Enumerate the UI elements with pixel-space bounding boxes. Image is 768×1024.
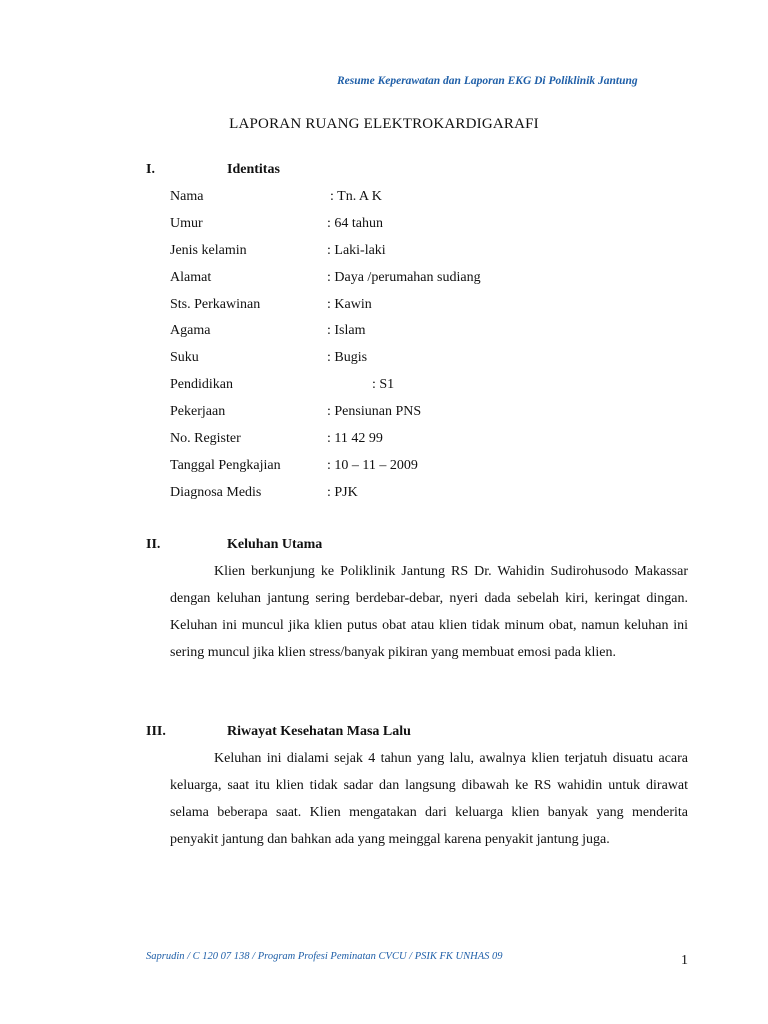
identity-value: : Pensiunan PNS (327, 404, 422, 419)
running-header: Resume Keperawatan dan Laporan EKG Di Poliklinik Jantung (337, 75, 638, 87)
keluhan-utama-paragraph (170, 558, 688, 666)
section-title-identitas: Identitas (227, 162, 280, 177)
identity-label: Pekerjaan (170, 404, 226, 419)
section-title-keluhan-utama: Keluhan Utama (227, 537, 323, 552)
section-number-1: I. (146, 162, 155, 177)
section-number-3: III. (146, 724, 166, 739)
identity-value: : PJK (327, 485, 358, 500)
identity-value: : Bugis (327, 350, 368, 365)
document-title: LAPORAN RUANG ELEKTROKARDIGARAFI (229, 116, 539, 132)
identity-label: No. Register (170, 431, 241, 446)
identity-value: : Tn. A K (330, 189, 382, 204)
identity-label: Diagnosa Medis (170, 485, 262, 500)
identity-value: : 11 42 99 (327, 431, 383, 446)
identity-label: Sts. Perkawinan (170, 297, 261, 312)
identity-value: : Kawin (327, 297, 372, 312)
riwayat-paragraph (170, 745, 688, 853)
identity-value: : Islam (327, 323, 366, 338)
section-number-2: II. (146, 537, 161, 552)
identity-label: Pendidikan (170, 377, 233, 392)
keluhan-utama-text: Klien berkunjung ke Poliklinik Jantung RS Dr. Wahidin Sudirohusodo Makassar dengan keluhan jantung sering berdebar-debar, nyeri dada sebelah kiri, keringat dingan. Keluhan ini muncul jika klien putus obat atau klien tidak minum obat, namun keluhan ini sering muncul jika klien stress/banyak pikiran yang membuat emosi pada klien. (170, 564, 688, 660)
identity-label: Umur (170, 216, 203, 231)
identity-label: Suku (170, 350, 199, 365)
identity-value: : 64 tahun (327, 216, 383, 231)
identity-label: Alamat (170, 270, 212, 285)
section-title-riwayat: Riwayat Kesehatan Masa Lalu (227, 724, 411, 739)
page-number: 1 (681, 953, 688, 968)
page-footer: Saprudin / C 120 07 138 / Program Profesi Peminatan CVCU / PSIK FK UNHAS 09 (146, 951, 503, 962)
identity-label: Tanggal Pengkajian (170, 458, 281, 473)
identity-label: Nama (170, 189, 204, 204)
identity-value: : Laki-laki (327, 243, 386, 258)
identity-label: Agama (170, 323, 211, 338)
identity-value: : Daya /perumahan sudiang (327, 270, 481, 285)
identity-value: : S1 (372, 377, 395, 392)
identity-value: : 10 – 11 – 2009 (327, 458, 418, 473)
identity-label: Jenis kelamin (170, 243, 247, 258)
riwayat-text: Keluhan ini dialami sejak 4 tahun yang lalu, awalnya klien terjatuh disuatu acara keluarga, saat itu klien tidak sadar dan langsung dibawah ke RS wahidin untuk dirawat selama beberapa saat. Klien mengatakan dari keluarga klien banyak yang menderita penyakit jantung dan bahkan ada yang meinggal karena penyakit jantung juga. (170, 751, 688, 847)
